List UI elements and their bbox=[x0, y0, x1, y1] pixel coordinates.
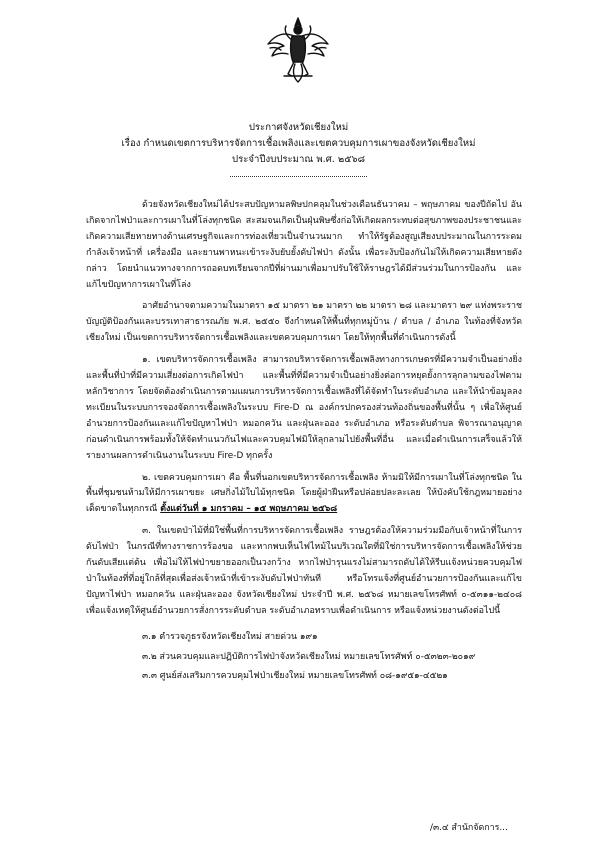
contact-item: ๓.๒ ส่วนควบคุมและปฏิบัติการไฟป่าจังหวัดเชียงใหม่ หมายเลขโทรศัพท์ ๐-๕๓๒๓-๒๐๑๙ bbox=[142, 651, 476, 662]
contact-item: ๓.๓ ศูนย์ส่งเสริมการควบคุมไฟป่าเชียงใหม่ หมายเลขโทรศัพท์ ๐๘-๑๙๕๑-๔๕๒๑ bbox=[142, 671, 448, 682]
contact-item: ๓.๑ ตำรวจภูธรจังหวัดเชียงใหม่ สายด่วน ๑๙๑ bbox=[142, 631, 318, 642]
paragraph-authority: อาศัยอำนาจตามความในมาตรา ๑๕ มาตรา ๒๑ มาตรา ๒๒ มาตรา ๒๘ และมาตรา ๒๙ แห่งพระราชบัญญัติป้องกันและบรรเทาสาธารณภัย พ.ศ. ๒๕๕๐ จึงกำหนดให้พื้นที่ทุกหมู่บ้าน / ตำบล / อำเภอ ในท้องที่จังหวัดเชียงใหม่ เป็นเขตการบริหารจัดการเชื้อเพลิงและเขตควบคุมการเผา โดยให้ทุกพื้นที่ดำเนินการดังนี้ bbox=[86, 301, 522, 344]
paragraph-fuel-management-zone: ๑. เขตบริหารจัดการเชื้อเพลิง สามารถบริหารจัดการเชื้อเพลิงทางการเกษตรที่มีความจำเป็นอย่างยิ่ง และพื้นที่ป่าที่มีความเสี่ยงต่อการเกิดไฟป่า และพื้นที่ที่มีความจำเป็นอย่างยิ่งต่อการหยุดยั้งการลุกลามของไฟตามหลักวิชาการ โดยจัดต้องดำเนินการตามแผนการบริหารจัดการเชื้อเพลิงที่ได้จัดทำในระดับอำเภอ และให้นำข้อมูลลงทะเบียนในระบบการจองจัดการเชื้อเพลิงในระบบ Fire-D ณ องค์กรปกครองส่วนท้องถิ่นของพื้นที่นั้น ๆ เพื่อให้ศูนย์อำนวยการป้องกันและแก้ไขปัญหาไฟป่า หมอกควัน และฝุ่นละออง ระดับอำเภอ หรือระดับตำบล พิจารณาอนุญาตก่อนดำเนินการพร้อมทั้งให้จัดทำแนวกันไฟและควบคุมไฟมิให้ลุกลามไปยังพื้นที่อื่น และเมื่อดำเนินการเสร็จแล้วให้รายงานผลการดำเนินงานในระบบ Fire-D ทุกครั้ง bbox=[86, 355, 522, 461]
contact-list bbox=[86, 630, 522, 686]
separator-rule bbox=[230, 176, 367, 177]
continuation-marker: /๓.๔ สำนักจัดการ... bbox=[430, 823, 508, 833]
fiscal-year-line: ประจำปีงบประมาณ พ.ศ. ๒๕๖๘ bbox=[232, 154, 365, 165]
garuda-emblem-icon bbox=[262, 14, 334, 86]
announcement-body bbox=[86, 198, 522, 689]
announcement-subject: เรื่อง กำหนดเขตการบริหารจัดการเชื้อเพลิงและเขตควบคุมการเผาของจังหวัดเชียงใหม่ bbox=[121, 138, 476, 149]
announcement-org-title: ประกาศจังหวัดเชียงใหม่ bbox=[248, 122, 349, 133]
burn-ban-period: ตั้งแต่วันที่ ๑ มกราคม – ๑๕ พฤษภาคม ๒๕๖๘ bbox=[160, 504, 338, 515]
paragraph-background: ด้วยจังหวัดเชียงใหม่ได้ประสบปัญหามลพิษปกคลุมในช่วงเดือนธันวาคม – พฤษภาคม ของปีถัดไป อันเกิดจากไฟป่าและการเผาในที่โล่งทุกชนิด สะสมจนเกิดเป็นฝุ่นพิษซึ่งก่อให้เกิดผลกระทบต่อสุขภาพของประชาชนและเกิดความเสียหายทางด้านเศรษฐกิจและการท่องเที่ยวเป็นจำนวนมาก ทำให้รัฐต้องสูญเสียงบประมาณในการระดมกำลังเจ้าหน้าที่ เครื่องมือ และยานพาหนะเข้าระงับยับยั้งดับไฟป่า ดังนั้น เพื่อระงับป้องกันไม่ให้เกิดความเสียหายดังกล่าว โดยนำแนวทางจากการถอดบทเรียนจากปีที่ผ่านมาเพื่อมาปรับใช้ให้ราษฎรได้มีส่วนร่วมในการป้องกัน และแก้ไขปัญหาการเผาในที่โล่ง bbox=[86, 200, 522, 290]
burn-control-text: ๒. เขตควบคุมการเผา คือ พื้นที่นอกเขตบริหารจัดการเชื้อเพลิง ห้ามมิให้มีการเผาในที่โล่งทุกชนิด ในพื้นที่ชุมชนห้ามให้มีการเผาขยะ เศษกิ่งไม้ใบไม้ทุกชนิด โดยผู้ฝ่าฝืนหรือปล่อยปละละเลย ให้บังคับใช้กฎหมายอย่างเด็ดขาดในทุกกรณี bbox=[86, 472, 522, 515]
paragraph-burn-control-zone bbox=[86, 471, 522, 519]
paragraph-forest-fire-cooperation: ๓. ในเขตป่าไม้ที่มิใช่พื้นที่การบริหารจัดการเชื้อเพลิง ราษฎรต้องให้ความร่วมมือกับเจ้าหน้าที่ในการดับไฟป่า ในกรณีที่ทางราชการร้องขอ และหากพบเห็นไฟไหม้ในบริเวณใดที่มิใช่การบริหารจัดการเชื้อเพลิงให้ช่วยกันดับเสียแต่ต้น เพื่อไม่ให้ไฟป่าขยายออกเป็นวงกว้าง หากไฟป่ารุนแรงไม่สามารถดับได้ให้รีบแจ้งหน่วยควบคุมไฟป่าในท้องที่ที่อยู่ใกล้ที่สุดเพื่อส่งเจ้าหน้าที่เข้าระงับดับไฟป่าทันที หรือโทรแจ้งที่ศูนย์อำนวยการป้องกันและแก้ไขปัญหาไฟป่า หมอกควัน และฝุ่นละออง จังหวัดเชียงใหม่ ประจำปี พ.ศ. ๒๕๖๘ หมายเลขโทรศัพท์ ๐-๕๓๑๑-๒๔๐๘ เพื่อแจ้งเหตุให้ศูนย์อำนวยการสั่งการระดับตำบล ระดับอำเภอทราบเพื่อดำเนินการ หรือแจ้งหน่วยงานดังต่อไปนี้ bbox=[86, 526, 522, 616]
